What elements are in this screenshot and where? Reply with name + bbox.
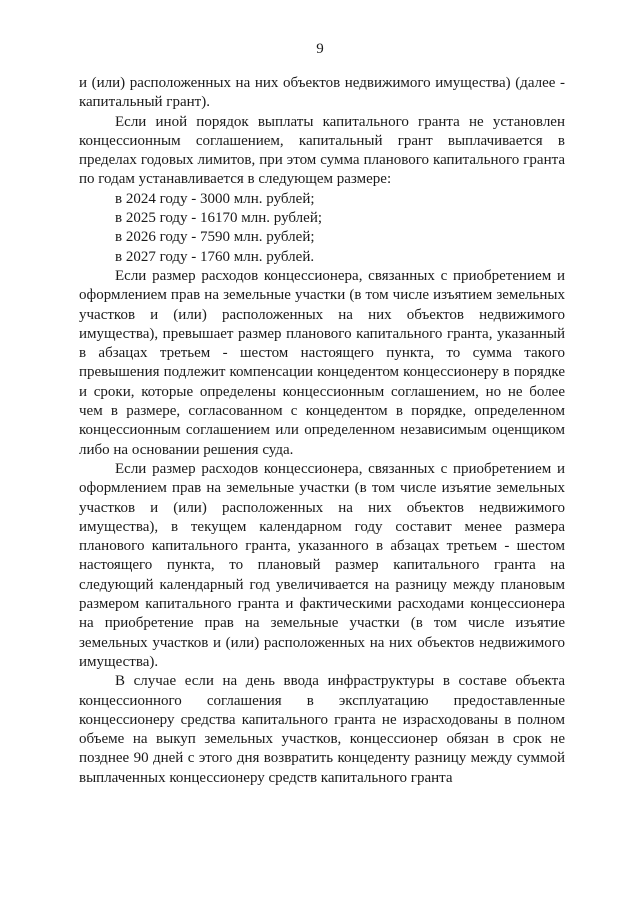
list-item-2026: в 2026 году - 7590 млн. рублей; (115, 229, 315, 246)
document-body (79, 74, 565, 788)
paragraph-unspent-funds: В случае если на день ввода инфраструктуры в составе объекта концессионного соглашения в эксплуатацию предоставленные концессионеру средства капитального гранта не израсходованы в полном объеме на выкуп земельных участков, концессионер обязан в срок не позднее 90 дней с этого дня возвратить концеденту разницу между суммой выплаченных концессионеру средств капитального гранта (79, 673, 565, 786)
paragraph-grant-payment: Если иной порядок выплаты капитального гранта не установлен концессионным соглашением, капитальный грант выплачивается в пределах годовых лимитов, при этом сумма планового капитального гранта по годам устанавливается в следующем размере: (79, 113, 565, 188)
list-item-2025: в 2025 году - 16170 млн. рублей; (115, 210, 323, 227)
paragraph-excess-costs: Если размер расходов концессионера, связанных с приобретением и оформлением прав на земельные участки (в том числе изъятием земельных участков и (или) расположенных на них объектов недвижимого имущества), превышает размер планового капитального гранта, указанный в абзацах третьем - шестом настоящего пункта, то сумма такого превышения подлежит компенсации концедентом концессионеру в порядке и сроки, которые определены концессионным соглашением, но не более чем в размере, согласованном с концедентом в порядке, определенном концессионным соглашением или определенном независимым оценщиком либо на основании решения суда. (79, 267, 565, 458)
paragraph-continuation: и (или) расположенных на них объектов недвижимого имущества) (далее - капитальный грант). (79, 75, 565, 111)
page-number: 9 (316, 41, 324, 57)
list-item-2024: в 2024 году - 3000 млн. рублей; (115, 190, 315, 207)
list-item-2027: в 2027 году - 1760 млн. рублей. (115, 248, 315, 265)
paragraph-lower-costs: Если размер расходов концессионера, связанных с приобретением и оформлением прав на земельные участки (в том числе изъятие земельных участков и (или) расположенных на них объектов недвижимого имущества), в текущем календарном году составит менее размера планового капитального гранта, указанного в абзацах третьем - шестом настоящего пункта, то плановый размер капитального гранта на следующий календарный год увеличивается на разницу между плановым размером капитального гранта и фактическими расходами концессионера на приобретение прав на земельные участки (в том числе изъятие земельных участков и (или) расположенных на них объектов недвижимого имущества). (79, 460, 565, 670)
